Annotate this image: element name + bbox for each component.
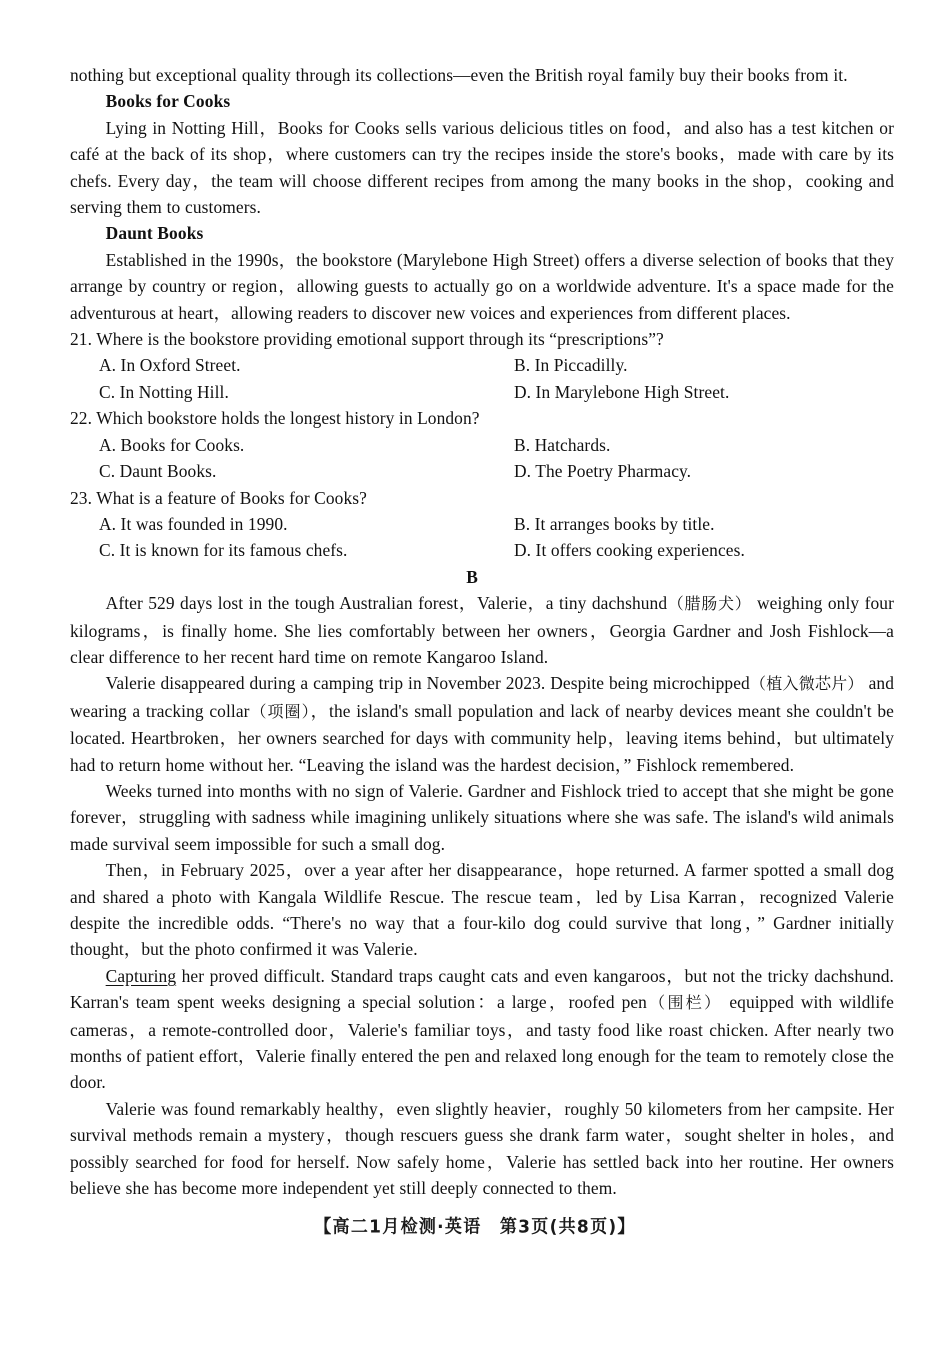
question-23-option-c[interactable]: C. It is known for its famous chefs. [99, 540, 348, 561]
question-22-option-d[interactable]: D. The Poetry Pharmacy. [514, 461, 692, 482]
section-heading-daunt-books: Daunt Books [105, 223, 204, 244]
question-21-stem [70, 326, 894, 352]
passage-b-paragraph-5 [70, 963, 894, 1096]
question-21-option-a[interactable]: A. In Oxford Street. [99, 355, 241, 376]
question-21-option-c[interactable]: C. In Notting Hill. [99, 381, 229, 402]
lead-paragraph: nothing but exceptional quality through its collections—even the British royal family buy their books from it. [70, 65, 848, 85]
passage-b-p2-pre: Valerie disappeared during a camping trip in November 2023. Despite being microchipped [105, 673, 750, 694]
question-21-options-row-1 [70, 352, 894, 378]
question-22-option-a[interactable]: A. Books for Cooks. [99, 434, 245, 455]
question-23-option-a[interactable]: A. It was founded in 1990. [99, 513, 288, 534]
section-paragraph-books-for-cooks: Lying in Notting Hill，Books for Cooks sells various delicious titles on food，and also has a test kitchen or café at the back of its shop，where customers can try the recipes inside the store's books，made with care by its chefs. Every day，the team will choose different recipes from among the many books in the shop，cooking and serving them to customers. [70, 117, 894, 218]
question-23-number: 23. [70, 487, 93, 508]
page-body [70, 62, 894, 1201]
question-22-option-b[interactable]: B. Hatchards. [514, 434, 611, 455]
passage-b-p5-pre: her proved difficult. Standard traps caught cats and even kangaroos，but not the tricky dachshund. Karran's team spent weeks designing a special solution：a large，roofed pen [70, 965, 894, 1013]
passage-b-paragraph-6: Valerie was found remarkably healthy，even slightly heavier，roughly 50 kilometers from her campsite. Her survival methods remain a mystery，though rescuers guess she drank farm water，sought shelter in holes，and possibly searched for food for herself. Now safely home，Valerie has settled back into her routine. Her owners believe she has become more independent yet still deeply connected to them. [70, 1098, 894, 1199]
passage-b-paragraph-4: Then，in February 2025，over a year after her disappearance，hope returned. A farmer spotted a small dog and shared a photo with Kangala Wildlife Rescue. The rescue team，led by Lisa Karran，recognized Valerie despite the incredible odds. “There's no way that a four-kilo dog could survive that long，” Gardner initially thought，but the photo confirmed it was Valerie. [70, 860, 894, 960]
question-22-option-c[interactable]: C. Daunt Books. [99, 461, 217, 482]
passage-b-paragraph-3: Weeks turned into months with no sign of Valerie. Gardner and Fishlock tried to accept that she might be gone forever，struggling with sadness while imagining unlikely situations where she was safe. The island's wild animals made survival seem impossible for such a small dog. [70, 780, 894, 854]
passage-b-p5-gloss-pen: （围栏） [646, 993, 723, 1013]
section-heading-books-for-cooks: Books for Cooks [105, 91, 231, 112]
passage-b-p2-gloss-microchip: （植入微芯片） [749, 674, 864, 694]
question-22-text: Which bookstore holds the longest history in London? [96, 408, 480, 429]
question-22 [70, 405, 894, 484]
question-23-option-d[interactable]: D. It offers cooking experiences. [514, 540, 745, 561]
passage-b-paragraph-1 [70, 590, 894, 670]
section-paragraph-daunt-books: Established in the 1990s，the bookstore (Marylebone High Street) offers a diverse selection of books that they arrange by country or region，allowing guests to actually go on a worldwide adventure. It's a space made for the adventurous at heart，allowing readers to discover new voices and experiences from different places. [70, 249, 894, 323]
question-23-options-row-2 [70, 537, 894, 563]
footer-label: 【高二1月检测·英语 第3页(共8页)】 [314, 1216, 636, 1238]
question-21-option-b[interactable]: B. In Piccadilly. [514, 355, 628, 376]
question-23-options-row-1 [70, 511, 894, 537]
question-23-stem [70, 485, 894, 511]
passage-b-p2-mid: and wearing a tracking collar [70, 673, 894, 721]
question-22-options-row-2 [70, 458, 894, 484]
question-22-options-row-1 [70, 432, 894, 458]
passage-b-p1-gloss: （腊肠犬） [667, 594, 752, 614]
passage-b-p2-post: ，the island's small population and lack of nearby devices meant she couldn't be located. Heartbroken，her owners searched for days with community help，leaving items behind，but ultimately had to return home without her. “Leaving the island was the hardest decision，” Fishlock remembered. [70, 700, 894, 775]
question-21-number: 21. [70, 329, 93, 350]
passage-b-p5-post: equipped with wildlife cameras，a remote-controlled door，Valerie's familiar toys，and tasty food like roast chicken. After nearly two months of patient effort，Valerie finally entered the pen and relaxed long enough for the team to remotely close the door. [70, 992, 894, 1093]
passage-b-p1-post: weighing only four kilograms，is finally home. She lies comfortably between her owners，Georgia Gardner and Josh Fishlock—a clear difference to her recent hard time on remote Kangaroo Island. [70, 593, 894, 667]
passage-b-paragraph-2 [70, 670, 894, 778]
question-21-option-d[interactable]: D. In Marylebone High Street. [514, 381, 730, 402]
question-23-text: What is a feature of Books for Cooks? [96, 487, 367, 508]
passage-b-p2-gloss-collar: （项圈） [249, 701, 311, 721]
question-21-text: Where is the bookstore providing emotional support through its “prescriptions”? [96, 329, 664, 350]
question-22-stem [70, 405, 894, 431]
question-21 [70, 326, 894, 405]
question-23-option-b[interactable]: B. It arranges books by title. [514, 513, 715, 534]
page-footer [0, 1212, 950, 1237]
question-22-number: 22. [70, 408, 93, 429]
question-21-options-row-2 [70, 379, 894, 405]
passage-b-p5-underlined-word: Capturing [105, 965, 177, 986]
question-23 [70, 485, 894, 564]
passage-b-label: B [466, 566, 478, 587]
passage-b-p1-pre: After 529 days lost in the tough Australian forest，Valerie，a tiny dachshund [105, 593, 668, 614]
